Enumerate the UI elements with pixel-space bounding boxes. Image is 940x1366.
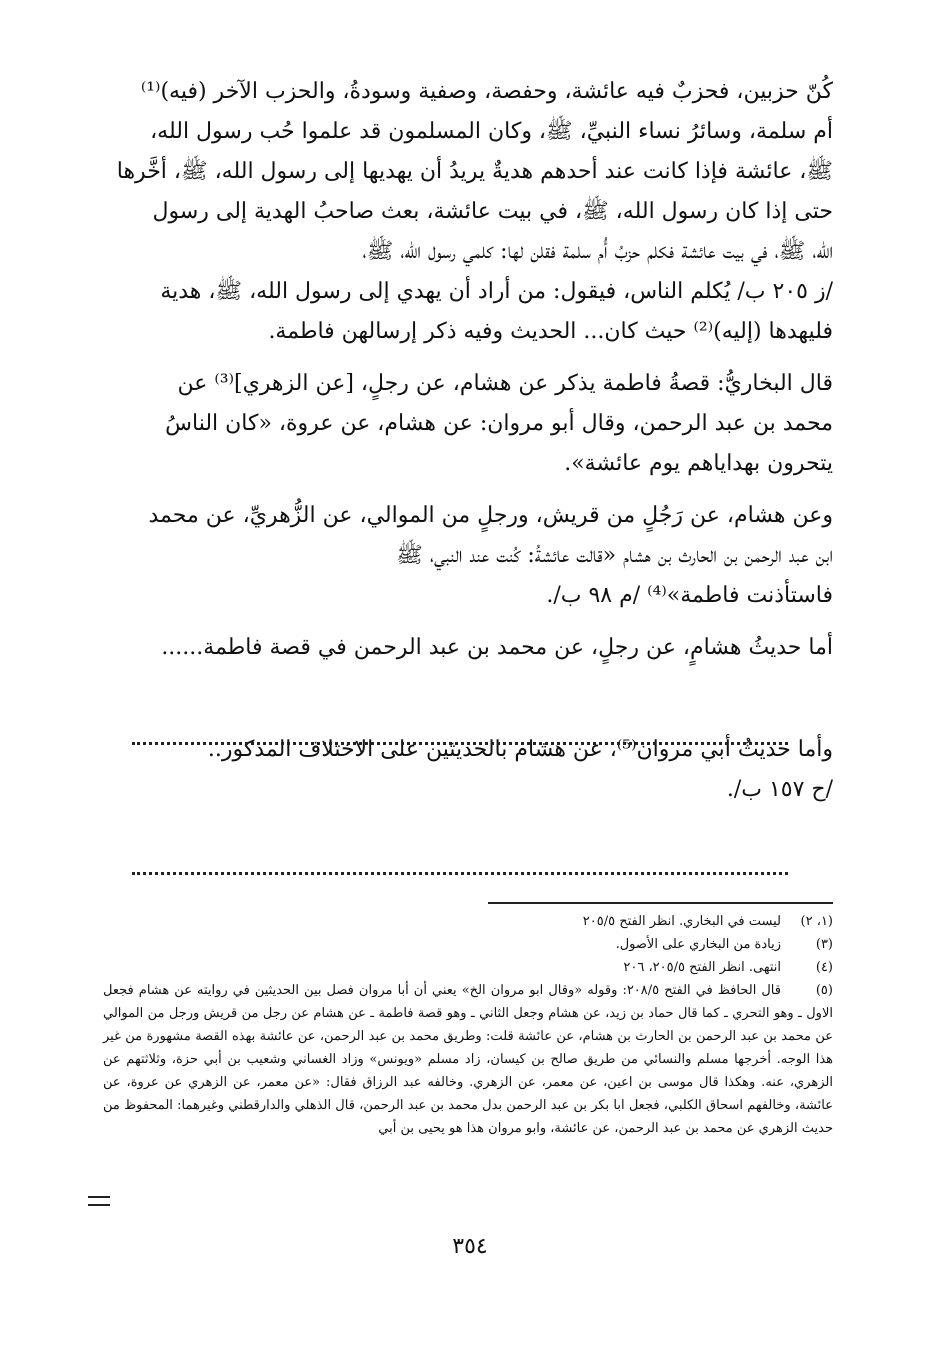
footnote	[103, 933, 833, 956]
dotted-separator	[132, 742, 788, 747]
line: أم سلمة، وسائرُ نساء النبيِّ، ﷺ، وكان المسلمون قد علموا حُب رسول الله،	[150, 119, 833, 144]
line: قال البخاريُّ: قصةُ فاطمة يذكر عن هشام، عن رجلٍ، [عن الزهري]⁽³⁾ عن	[177, 371, 833, 396]
line: ﷺ، عائشة فإذا كانت عند أحدهم هديةٌ يريدُ أن يهديها إلى رسول الله، ﷺ، أخَّرها	[116, 159, 833, 184]
footnote-number: (١، ٢)	[800, 914, 833, 929]
main-text	[103, 72, 833, 810]
line: /ح ١٥٧ ب/.	[726, 777, 833, 802]
footnote-number: (٤)	[815, 960, 833, 975]
line: أما حديثُ هشامٍ، عن رجلٍ، عن محمد بن عبد الرحمن في قصة فاطمة......	[161, 635, 833, 660]
continuation-mark	[88, 1196, 110, 1206]
line: وأما حديثُ أبي مروان⁽⁵⁾، عن هشام بالحديثين على الاختلاف المذكور..	[207, 737, 833, 762]
line: محمد بن عبد الرحمن، وقال أبو مروان: عن هشام، عن عروة، «كان الناسُ	[165, 411, 833, 436]
footnotes	[103, 910, 833, 1140]
footnote-text: ليست في البخاري. انظر الفتح ٢٠٥/٥	[582, 914, 781, 929]
footnote-number: (٥)	[815, 983, 833, 998]
footnote-text: زيادة من البخاري على الأصول.	[615, 937, 781, 952]
dotted-separator	[132, 872, 788, 877]
footnote	[103, 910, 833, 933]
paragraph-1	[103, 72, 833, 352]
paragraph-2	[103, 364, 833, 484]
footnote-rule	[488, 902, 833, 904]
footnote-text: انتهى. انظر الفتح ٢٠٥/٥، ٢٠٦	[623, 960, 781, 975]
line: يتحرون بهداياهم يوم عائشة».	[564, 451, 833, 476]
line: الله، ﷺ، في بيت عائشة فكلم حزبُ أُم سلمة فقلن لها: كلمي رسول الله، ﷺ،	[362, 239, 833, 264]
footnote	[103, 979, 833, 1140]
line: حتى إذا كان رسول الله، ﷺ، في بيت عائشة، بعث صاحبُ الهدية إلى رسول	[152, 199, 833, 224]
paragraph-4	[103, 628, 833, 668]
line: كُنّ حزبين، فحزبٌ فيه عائشة، وحفصة، وصفية وسودةُ، والحزب الآخر (فيه)⁽¹⁾	[140, 79, 833, 104]
footnote-number: (٣)	[815, 937, 833, 952]
page-number: ٣٥٤	[452, 1234, 488, 1259]
line: وعن هشام، عن رَجُلٍ من قريش، ورجلٍ من الموالي، عن الزُّهريِّ، عن محمد	[148, 503, 833, 528]
line: فاستأذنت فاطمة»⁽⁴⁾ /م ٩٨ ب/.	[546, 583, 833, 608]
line: فليهدها (إليه)⁽²⁾ حيث كان... الحديث وفيه ذكر إرسالهن فاطمة.	[268, 319, 833, 344]
footnote-text: قال الحافظ في الفتح ٢٠٨/٥: وقوله «وقال ابو مروان الخ» يعني أن أبا مروان فصل بين الحديثين في روايته عن هشام فجعل الاول ـ وهو التحري ـ كما قال حماد بن زيد، عن هشام وجعل الثاني ـ وهو قصة فاطمة ـ عن هشام عن رجل من قريش ورجل من الموالي عن محمد بن عبد الرحمن بن الحارث بن هشام، عن عائشة قلت: وطريق محمد بن عبد الرحمن، عن عائشة بهذه القصة مشهورة من غير هذا الوجه. أخرجها مسلم والنسائي من طريق صالح بن كيسان، زاد مسلم «ويونس» وزاد الغساني وشعيب بن أبي حزة، وثلاثتهم عن الزهري، عنه. وهكذا قال موسى بن اعين، عن معمر، عن الزهري. وخالفه عبد الرزاق فقال: «عن معمر، عن الزهري عن عروة، عن عائشة، وخالفهم اسحاق الكلبي، فجعل ابا بكر بن عبد الرحمن بدل محمد بن عبد الرحمن، قال الذهلي والدارقطني وغيرهما: المحفوظ من حديث الزهري عن محمد بن عبد الرحمن، عن عائشة، وابو مروان هذا هو يحيى بن أبي	[103, 983, 833, 1136]
line: ابن عبد الرحمن بن الحارث بن هشام «قالت عائشةُ: كُنت عند النبي، ﷺ	[396, 543, 833, 568]
line: /ز ٢٠٥ ب/ يُكلم الناس، فيقول: من أراد أن يهدي إلى رسول الله، ﷺ، هدية	[160, 279, 833, 304]
footnote	[103, 956, 833, 979]
paragraph-3	[103, 496, 833, 616]
